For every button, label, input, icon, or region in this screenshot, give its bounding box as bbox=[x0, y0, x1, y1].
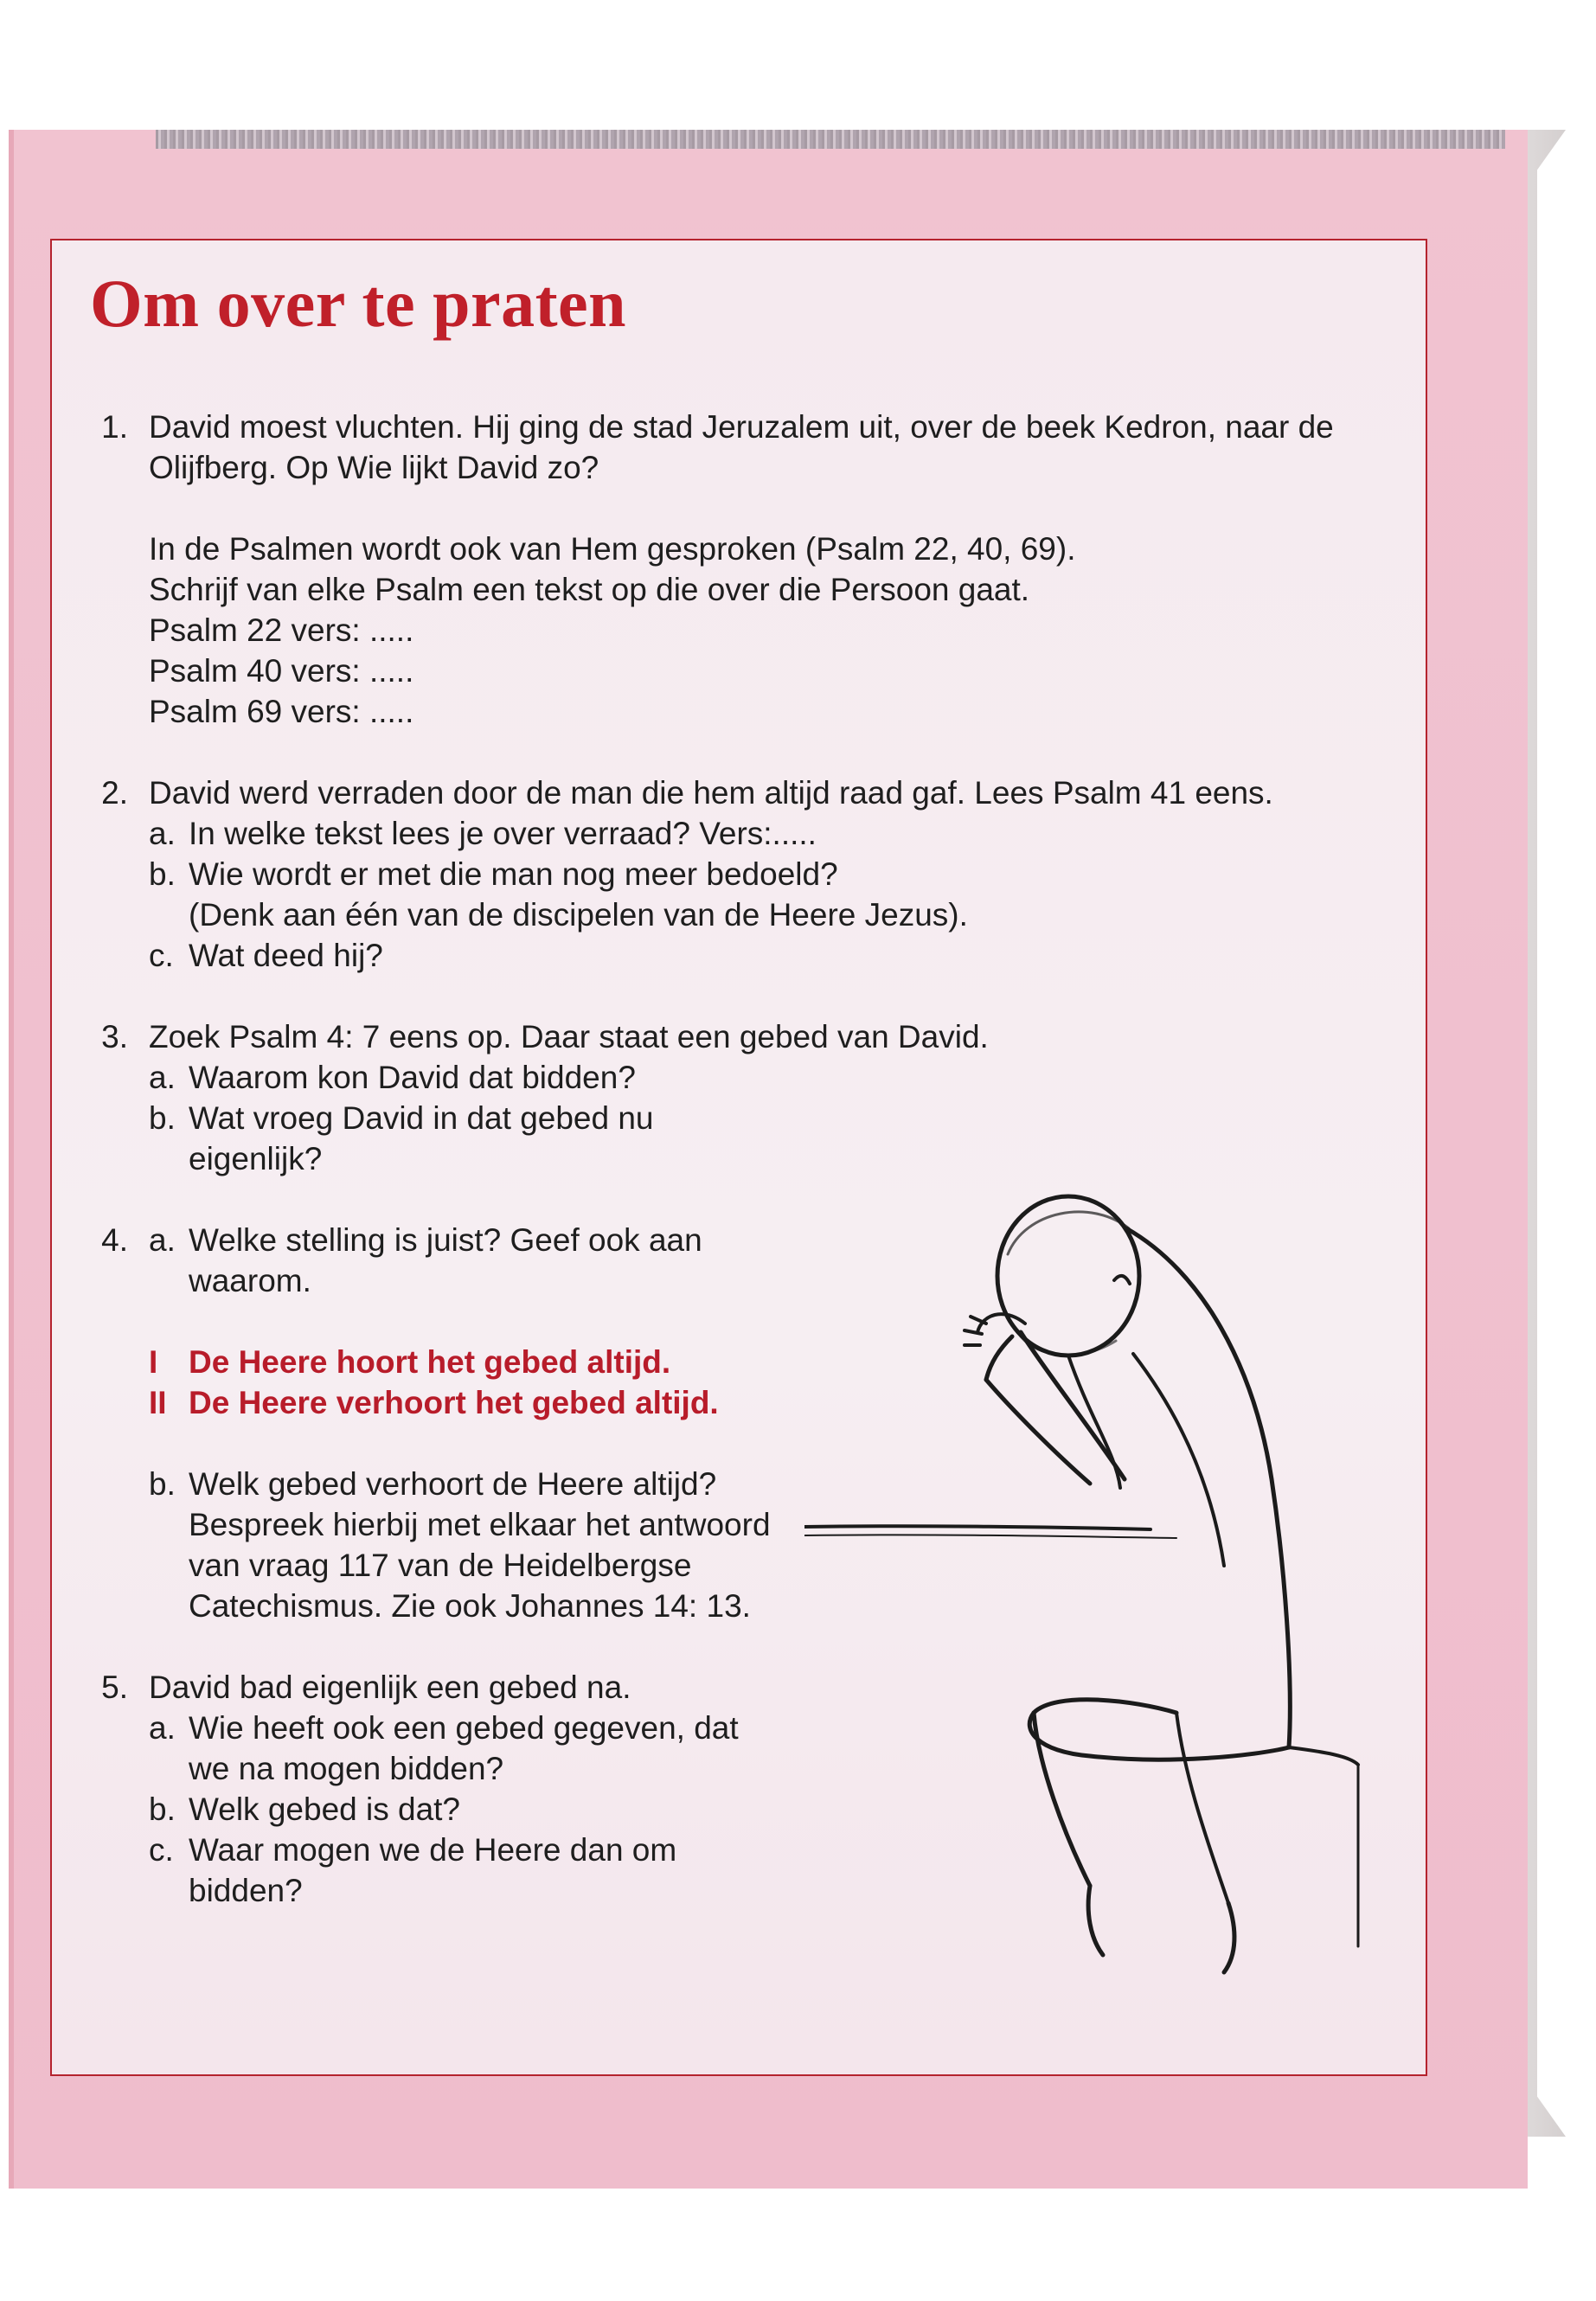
sub-question-text: we na mogen bidden? bbox=[189, 1751, 504, 1786]
sub-question-text: Wie heeft ook een gebed gegeven, dat bbox=[189, 1710, 739, 1746]
statement-text: De Heere verhoort het gebed altijd. bbox=[189, 1385, 719, 1420]
sub-question-text: Welk gebed verhoort de Heere altijd? bbox=[189, 1466, 717, 1502]
sub-question-text: Wat deed hij? bbox=[189, 938, 383, 973]
sub-question-text: van vraag 117 van de Heidelbergse bbox=[189, 1548, 692, 1583]
answer-line: Psalm 69 vers: ..... bbox=[149, 694, 414, 729]
page-title: Om over te praten bbox=[90, 266, 627, 341]
sub-question-c bbox=[149, 935, 1405, 976]
sub-label: a. bbox=[149, 816, 176, 851]
sub-question-a bbox=[149, 1057, 1405, 1098]
question-text: Zoek Psalm 4: 7 eens op. Daar staat een gebed van David. bbox=[149, 1019, 989, 1054]
question-number: 4. bbox=[101, 1222, 128, 1258]
sub-question-text: Waar mogen we de Heere dan om bbox=[189, 1832, 677, 1868]
question-text: In de Psalmen wordt ook van Hem gesproken (Psalm 22, 40, 69). bbox=[149, 531, 1076, 567]
answer-line: Psalm 40 vers: ..... bbox=[149, 653, 414, 689]
sub-question-text: Welke stelling is juist? Geef ook aan bbox=[189, 1222, 702, 1258]
question-text: Olijfberg. Op Wie lijkt David zo? bbox=[149, 450, 599, 485]
sub-label: c. bbox=[149, 1832, 174, 1868]
sub-label: b. bbox=[149, 856, 176, 892]
sub-question-text: eigenlijk? bbox=[189, 1141, 323, 1176]
sub-question-b bbox=[149, 854, 1405, 935]
sub-label: b. bbox=[149, 1100, 176, 1136]
sub-label: b. bbox=[149, 1791, 176, 1827]
sub-question-text: Waarom kon David dat bidden? bbox=[189, 1060, 636, 1095]
sub-question-text: In welke tekst lees je over verraad? Vers:..... bbox=[189, 816, 817, 851]
question-text: Schrijf van elke Psalm een tekst op die over die Persoon gaat. bbox=[149, 572, 1030, 607]
sub-question-a bbox=[149, 813, 1405, 854]
statement-number: II bbox=[149, 1385, 167, 1420]
sub-question-b bbox=[149, 1098, 1405, 1179]
sub-label: a. bbox=[149, 1060, 176, 1095]
sub-label: a. bbox=[149, 1222, 176, 1258]
answer-line: Psalm 22 vers: ..... bbox=[149, 612, 414, 648]
question-number: 2. bbox=[101, 775, 128, 811]
question-text: David werd verraden door de man die hem altijd raad gaf. Lees Psalm 41 eens. bbox=[149, 775, 1273, 811]
question-number: 3. bbox=[101, 1019, 128, 1054]
question-text: David bad eigenlijk een gebed na. bbox=[149, 1670, 631, 1705]
sub-question-text: Welk gebed is dat? bbox=[189, 1791, 461, 1827]
question-2 bbox=[90, 772, 1405, 976]
sub-question-text: Wie wordt er met die man nog meer bedoeld? bbox=[189, 856, 838, 892]
sub-question-text: (Denk aan één van de discipelen van de Heere Jezus). bbox=[189, 897, 968, 933]
question-number: 5. bbox=[101, 1670, 128, 1705]
sub-question-text: Catechismus. Zie ook Johannes 14: 13. bbox=[189, 1588, 751, 1624]
sub-label: c. bbox=[149, 938, 174, 973]
praying-figure-icon bbox=[804, 1194, 1375, 2016]
sub-label: b. bbox=[149, 1466, 176, 1502]
sub-question-text: Bespreek hierbij met elkaar het antwoord bbox=[189, 1507, 771, 1542]
sub-question-text: waarom. bbox=[189, 1263, 311, 1298]
sub-label: a. bbox=[149, 1710, 176, 1746]
question-number: 1. bbox=[101, 409, 128, 445]
sub-question-text: bidden? bbox=[189, 1873, 303, 1908]
sub-question-text: Wat vroeg David in dat gebed nu bbox=[189, 1100, 654, 1136]
statement-number: I bbox=[149, 1344, 158, 1380]
question-3 bbox=[90, 1016, 1405, 1179]
question-1 bbox=[90, 407, 1405, 732]
statement-text: De Heere hoort het gebed altijd. bbox=[189, 1344, 671, 1380]
question-text: David moest vluchten. Hij ging de stad Jeruzalem uit, over de beek Kedron, naar de bbox=[149, 409, 1334, 445]
scan-strip bbox=[156, 130, 1505, 149]
